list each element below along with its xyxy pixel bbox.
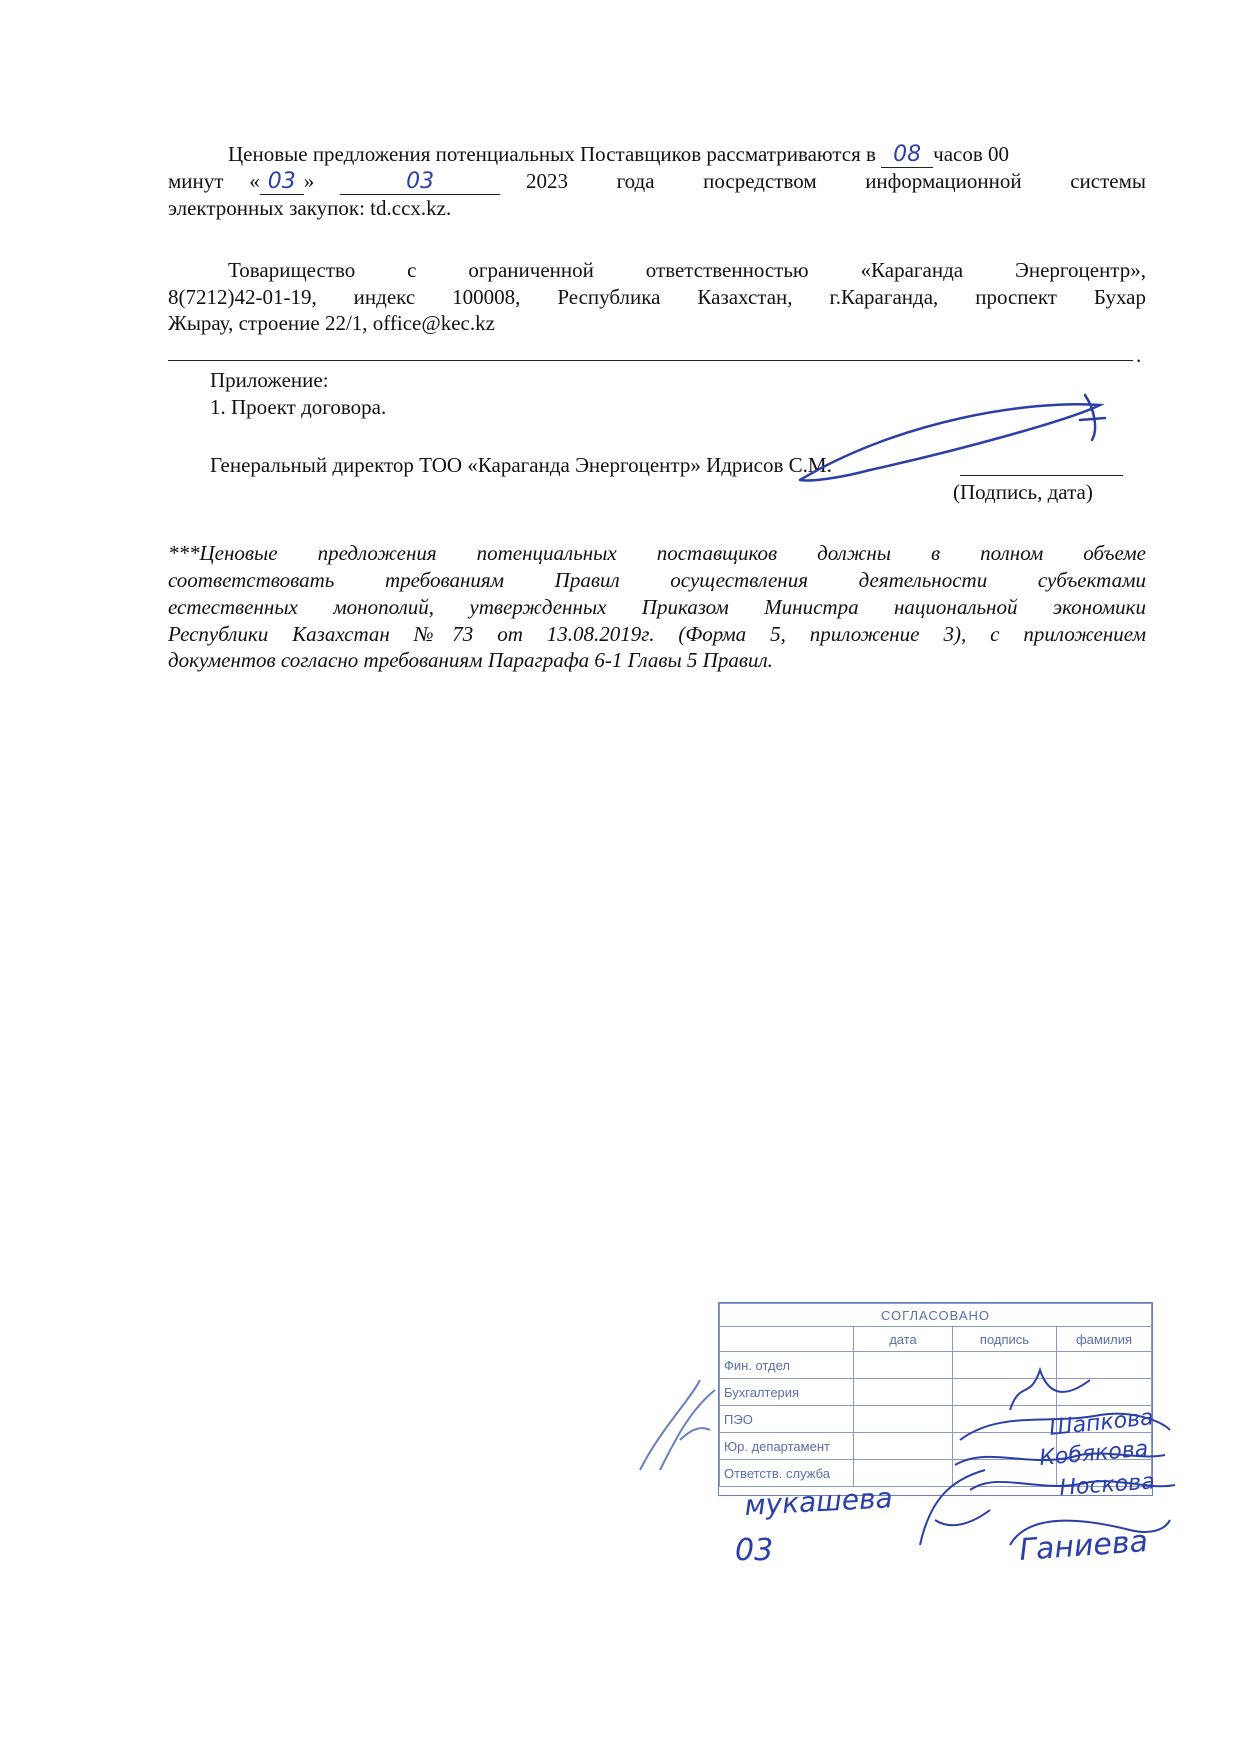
svg-text:Шапкова: Шапкова xyxy=(1048,1405,1155,1441)
consideration-text-3: электронных закупок: td.ccx.kz. xyxy=(168,196,452,220)
month-handwritten: 03 xyxy=(406,169,435,194)
col-header-surname: фамилия xyxy=(1057,1327,1152,1352)
divider-dot: . xyxy=(1136,343,1142,367)
minutes-word: минут xyxy=(168,169,224,193)
note-line-4: Республики Казахстан №73 от 13.08.2019г. (Форма 5, приложение 3), с приложением xyxy=(168,622,1146,646)
svg-text:мукашева: мукашева xyxy=(743,1481,894,1522)
consideration-text-1b: часов 00 xyxy=(933,142,1010,166)
row-label: Фин. отдел xyxy=(720,1352,854,1379)
svg-text:03: 03 xyxy=(735,1533,774,1568)
note-line-2: соответствовать требованиям Правил осуществления деятельности субъектами xyxy=(168,568,1146,592)
stamp-signature-1 xyxy=(1010,1370,1090,1410)
svg-text:Кобякова: Кобякова xyxy=(1038,1436,1150,1471)
hour-handwritten: 08 xyxy=(893,142,922,167)
attachment-item-1: 1. Проект договора. xyxy=(210,395,387,419)
row-label: Юр. департамент xyxy=(720,1433,854,1460)
consideration-text-2: 2023 года посредством информационной системы xyxy=(525,169,1146,193)
director-signature xyxy=(800,395,1105,481)
director-signature-line: Генеральный директор ТОО «Караганда Энергоцентр» Идрисов С.М. xyxy=(210,453,832,477)
attachments-title: Приложение: xyxy=(210,368,329,392)
col-header-date: дата xyxy=(854,1327,953,1352)
initials-signature xyxy=(640,1380,715,1470)
row-label: Бухгалтерия xyxy=(720,1379,854,1406)
note-line-5: документов согласно требованиям Параграфа 6-1 Главы 5 Правил. xyxy=(168,648,773,672)
day-handwritten: 03 xyxy=(267,169,296,194)
svg-text:Носкова: Носкова xyxy=(1058,1469,1156,1501)
signature-caption: (Подпись, дата) xyxy=(953,480,1093,504)
consideration-text-1: Ценовые предложения потенциальных Поставщиков рассматриваются в xyxy=(228,142,876,166)
organizer-line-3: Жырау, строение 22/1, office@kec.kz xyxy=(168,311,495,335)
col-header-signature: подпись xyxy=(953,1327,1057,1352)
quote-close: » xyxy=(303,169,315,193)
organizer-line-1: Товарищество с ограниченной ответственностью «Караганда Энергоцентр», xyxy=(228,258,1146,282)
organizer-line-2: 8(7212)42-01-19, индекс 100008, Республика Казахстан, г.Караганда, проспект Бухар xyxy=(168,285,1146,309)
quote-open: « xyxy=(249,169,260,193)
row-label: ПЭО xyxy=(720,1406,854,1433)
row-label: Ответств. служба xyxy=(720,1460,854,1487)
note-line-1: ***Ценовые предложения потенциальных поставщиков должны в полном объеме xyxy=(168,541,1146,565)
svg-text:Ганиева: Ганиева xyxy=(1018,1524,1149,1568)
note-line-3: естественных монополий, утвержденных Приказом Министра национальной экономики xyxy=(168,595,1146,619)
stamp-signature-5 xyxy=(920,1470,990,1545)
stamp-title: СОГЛАСОВАНО xyxy=(720,1304,1152,1327)
